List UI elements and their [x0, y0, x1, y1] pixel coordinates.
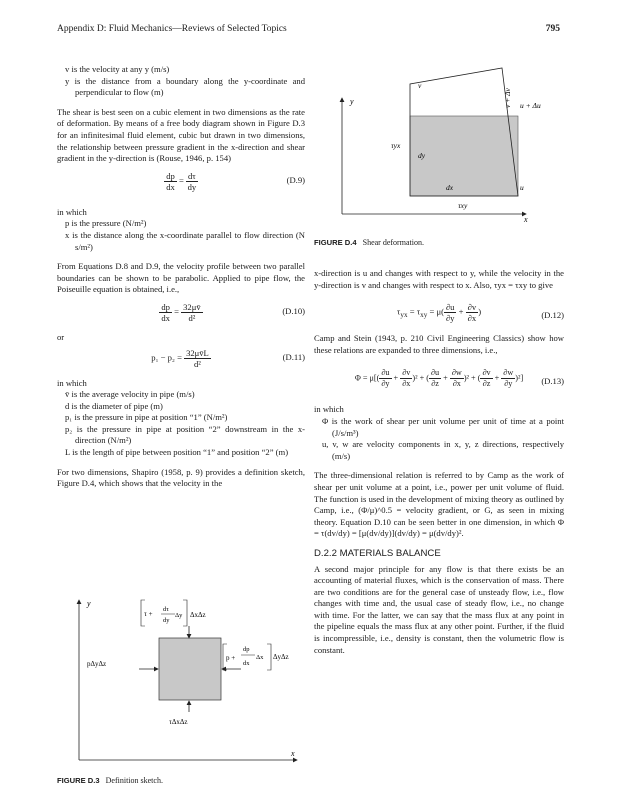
definition: p₁ is the pressure in pipe at position “1” (N/m²) — [65, 412, 228, 423]
y-axis-label: y — [350, 97, 354, 106]
definition: Φ is the work of shear per unit volume per unit of time at a point (J/s/m³) — [322, 415, 564, 438]
equation-number: (D.11) — [282, 351, 305, 362]
x-axis-label: x — [291, 749, 295, 758]
definition: v̄ is the average velocity in pipe (m/s) — [65, 389, 195, 400]
label-dp: dp — [243, 646, 250, 653]
page-number: 795 — [545, 24, 560, 34]
definition: y is the distance from a boundary along the y-coordinate and perpendicular to flow (m) — [65, 75, 305, 98]
label-tau-plus: τ + — [144, 610, 153, 618]
definition: L is the length of pipe between position “1” and position “2” (m) — [65, 447, 289, 458]
equation-d9: $\frac{dp}{dx}$ = $\frac{d\tau}{dy}$ (D.9) — [166, 170, 305, 192]
running-header — [57, 24, 560, 38]
definition: x is the distance along the x-coordinate parallel to flow direction (N s/m²) — [65, 229, 305, 252]
equation-number: (D.10) — [282, 305, 305, 316]
label-v: v — [418, 81, 422, 90]
right-column — [314, 268, 564, 656]
figure-d3-caption — [57, 776, 163, 785]
figure-caption: Shear deformation. — [362, 238, 424, 247]
label-dydz-right: ΔyΔz — [273, 653, 289, 661]
figure-caption: Definition sketch. — [105, 776, 163, 785]
fluid-element — [159, 638, 221, 700]
label-u-plus-du: u + Δu — [520, 101, 541, 110]
label-delta-y: Δy — [175, 612, 183, 619]
figure-d3-definition-sketch — [57, 592, 305, 772]
definition: v is the velocity at any y (m/s) — [65, 64, 170, 74]
paragraph: x-direction is u and changes with respect to y, while the velocity in the y-direction is v and changes with respect to x. Also, τyx = τxy to give — [314, 268, 564, 290]
equation-d13: Φ = μ[( $\frac{\partial u}{\partial y}$ + $\frac{\partial v}{\partial x}$ )² + ( $\frac{\partial u}{\partial z}$ + $\frac{\partial w}{\partial x}$ )² + ( $\frac{\partial v}{\partial z}$ + $\frac{\partial w}{\partial y}$ )²] (D.13) — [354, 368, 564, 389]
x-axis-label: x — [524, 215, 528, 224]
label-p-plus: p + — [226, 654, 236, 662]
paragraph: The shear is best seen on a cubic element in two dimensions as the rate of deformation. By means of a free body diagram shown in Figure D.3 for an infinitesimal fluid element, cubic but drawn in two dimensions, the relationship between pressure gradient in the x-direction and shear gradient in the y-direction is (Rouse, 1946, p. 154) — [57, 106, 305, 164]
label-tau-yx: τyx — [391, 141, 401, 150]
equation-d10: $\frac{dp}{dx}$ = $\frac{32\mu v̄}{\text{d²}}$ (D.10) — [161, 301, 305, 323]
label-v-plus-dv: v + Δv — [503, 88, 512, 108]
paragraph: From Equations D.8 and D.9, the velocity profile between two parallel boundaries can be shown to be parabolic. Applied to pipe flow, the Poiseuille equation is obtained, i.e., — [57, 261, 305, 295]
label-dtau: dτ — [163, 606, 169, 613]
in-which: in which — [57, 377, 87, 388]
label-dy: dy — [418, 151, 426, 160]
equation-d12: $\tau_{yx} = \tau_{xy} = \mu$( $\frac{\partial u}{\partial y}$ + $\frac{\partial v}{\partial x}$ ) (D.12) — [396, 302, 564, 324]
section-heading: D.2.2 MATERIALS BALANCE — [314, 547, 441, 559]
label-dxdz-top: ΔxΔz — [190, 611, 206, 619]
equation-number: (D.12) — [541, 310, 564, 321]
figure-label: FIGURE D.3 — [57, 776, 100, 785]
y-axis-label: y — [87, 599, 91, 608]
label-p-dydz: pΔyΔz — [87, 660, 107, 668]
or-text: or — [57, 331, 65, 342]
label-tau-dxdz: τΔxΔz — [169, 718, 188, 726]
figure-d4-caption — [314, 238, 424, 247]
paragraph: The three-dimensional relation is referred to by Camp as the work of shear per unit volume at a point, i.e., power per unit volume of fluid. The function is used in the development of mixing theory as outlined by Camp, i.e., (Φ/μ)^0.5 = velocity gradient, or G, as seen in mixing theory. Equation D.10 can be seen better in one dimension, in which Φ = τ(dv/dy) = [μ(dv/dy)](dv/dy) = μ(dv/dy)². — [314, 470, 564, 539]
fluid-element — [410, 116, 518, 196]
header-title: Appendix D: Fluid Mechanics—Reviews of Selected Topics — [57, 24, 287, 34]
label-u: u — [520, 183, 524, 192]
figure-label: FIGURE D.4 — [314, 238, 357, 247]
definition: p is the pressure (N/m²) — [65, 218, 147, 229]
label-dx-frac: dx — [243, 660, 250, 667]
paragraph: Camp and Stein (1943, p. 210 Civil Engineering Classics) show how these relations are expanded to three dimensions, i.e., — [314, 333, 564, 355]
label-delta-x: Δx — [256, 654, 264, 661]
label-dx: dx — [446, 183, 454, 192]
label-tau-xy: τxy — [458, 201, 468, 210]
definition: u, v, w are velocity components in x, y, z directions, respectively (m/s) — [322, 439, 564, 461]
definition: d is the diameter of pipe (m) — [65, 400, 163, 411]
equation-number: (D.9) — [286, 174, 305, 185]
paragraph: A second major principle for any flow is that there exists be an accounting of material fluxes, which is the conservation of mass. There are two conditions are for the general case of unsteady flow, i.e., flow changes with time and, the usual case of steady flow, i.e., no change with time. For the latter, we can say that the mass flux at any point in the pipeline equals the mass flux at any other point. Further, if the fluid is incompressible, i.e., density is constant, then the volumetric flow is constant. — [314, 563, 564, 655]
equation-number: (D.13) — [541, 376, 564, 387]
equation-d11: p₁ − p₂ = $\frac{32\mu v̄L}{\text{d²}}$ (D.11) — [151, 347, 305, 369]
label-dy-frac: dy — [163, 617, 170, 624]
paragraph: For two dimensions, Shapiro (1958, p. 9) provides a definition sketch, Figure D.4, which shows that the velocity in the — [57, 466, 305, 489]
in-which: in which — [57, 206, 87, 217]
figure-d4-shear-deformation — [314, 58, 564, 238]
definition: p₂ is the pressure in pipe at position “2” downstream in the x-direction (N/m²) — [65, 423, 305, 446]
in-which: in which — [314, 404, 344, 415]
left-column — [57, 64, 305, 490]
